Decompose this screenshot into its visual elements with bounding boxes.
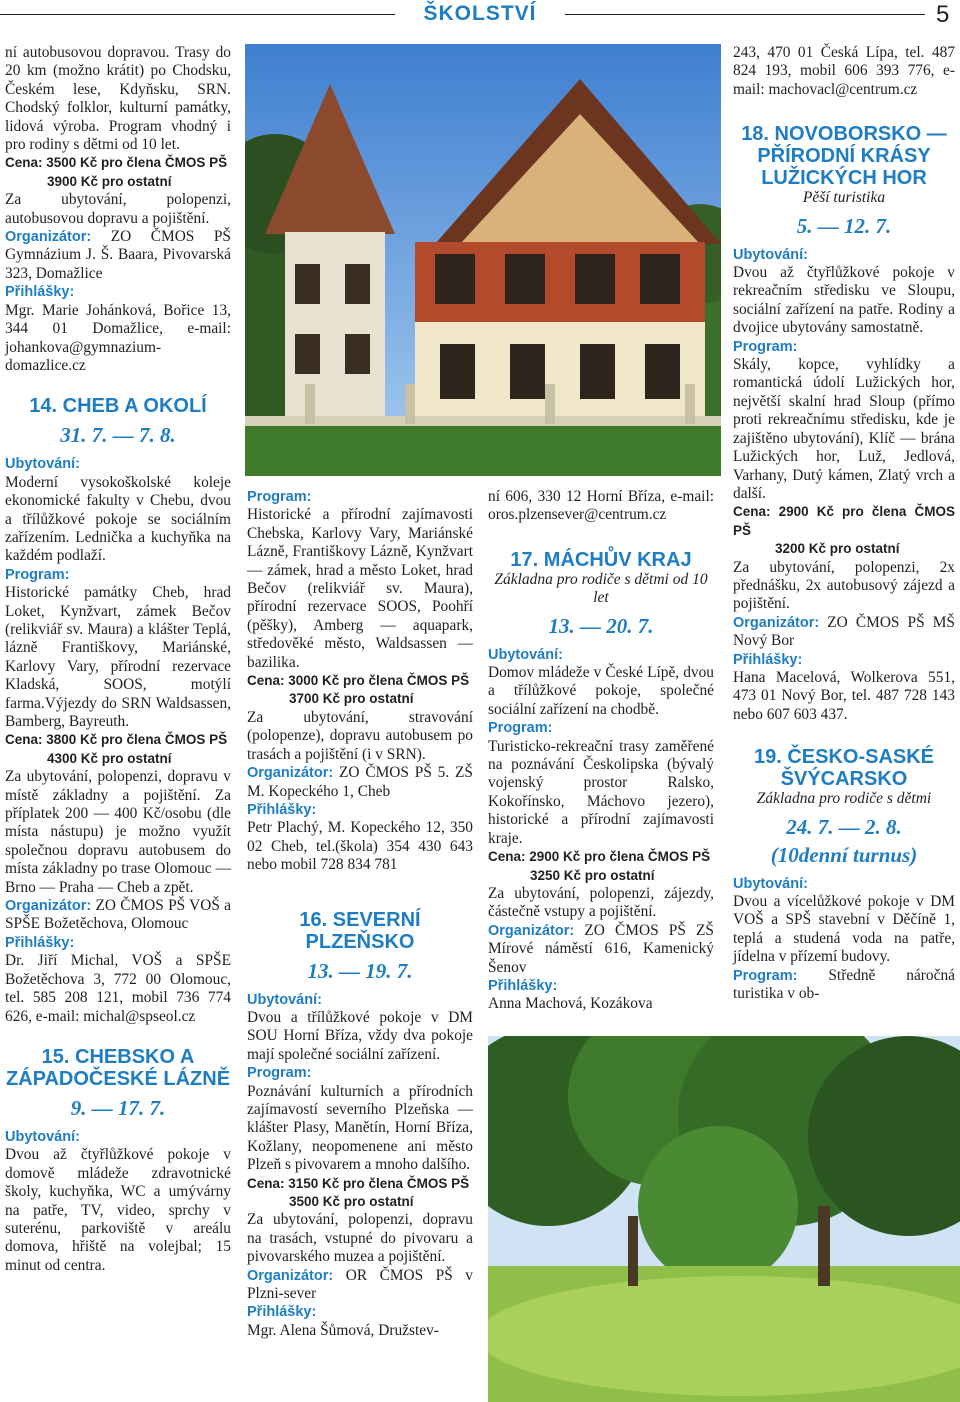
section-18-program: Skály, kopce, vyhlídky a romantická údolí Lužických hor, největší skalní hrad Sloup (přímo proti rekreačnímu středisku, kde je zajištěno ubytování), Klíč — brána Lužických hor, Luž, Jedlová, Varhany, Dutý kámen, Zlatý vrch a další. [733, 356, 955, 502]
section-15-organizator: ZO ČMOS PŠ 5. ZŠ M. Kopeckého 1, Cheb [247, 764, 473, 800]
section-18-prihlasky: Hana Macelová, Wolkerova 551, 473 01 Nový Bor, tel. 487 728 143 nebo 607 603 437. [733, 668, 955, 723]
section-17-prihlasky: Anna Machová, Kozákova [488, 995, 653, 1013]
section-16-price-other: 3500 Kč pro ostatní [289, 1194, 414, 1209]
program-label: Program: [247, 1065, 312, 1082]
section-19-date: 24. 7. — 2. 8. [786, 814, 902, 839]
program-label: Program: [5, 566, 70, 583]
section-14-organizator: ZO ČMOS PŠ VOŠ a SPŠE Božetěchova, Olomouc [5, 897, 231, 933]
section-17-program: Turisticko-rekreační trasy zaměřené na poznávání Českolipska (bývalý vojenský prostor Ralsko, Kokořínsko, Máchovo jezero), historické a přírodní zajímavosti kraje. [488, 737, 714, 847]
organizator-label: Organizátor: [247, 765, 334, 782]
prihlasky-label: Přihlášky: [5, 284, 75, 301]
organizator-label: Organizátor: [247, 1267, 334, 1284]
header-rule-left [0, 14, 395, 15]
section-title: ŠKOLSTVÍ [423, 2, 537, 25]
park-photo [488, 1036, 960, 1402]
organizator-label: Organizátor: [488, 922, 575, 939]
section-17-price-other: 3250 Kč pro ostatní [530, 867, 655, 883]
section-16-title: 16. SEVERNÍ PLZEŇSKO [299, 908, 421, 953]
page-number: 5 [936, 1, 950, 28]
section-15-title: 15. CHEBSKO A ZÁPADOČESKÉ LÁZNĚ [5, 1045, 231, 1090]
price-member: Cena: 3500 Kč pro člena ČMOS PŠ [5, 155, 228, 171]
prihlasky-label: Přihlášky: [247, 801, 317, 818]
section-15-price-member: Cena: 3000 Kč pro člena ČMOS PŠ [247, 673, 470, 689]
column-3 [488, 488, 714, 1014]
section-16-ubytovani: Dvou a třílůžkové pokoje v DM SOU Horní Bříza, vždy dva pokoje mají společné sociální zařízení. [247, 1008, 473, 1063]
section-17-ubytovani: Domov mládeže v České Lípě, dvou a třílůžkové pokoje, společné sociální zařízení na chodbě. [488, 664, 714, 718]
section-18-ubytovani: Dvou až čtyřlůžkové pokoje v rekreačním středisku ve Sloupu, sociální zařízení na patře. Rodiny a dvojice ubytovány samostatně. [733, 264, 955, 337]
organizator-label: Organizátor: [733, 614, 820, 631]
header-rule-right [565, 14, 925, 15]
section-14-ubytovani: Moderní vysokoškolské koleje ekonomické fakulty v Chebu, dvou a třílůžkové pokoje se sociálním zařízením. Lednička a kuchyňka na každém podlaží. [5, 473, 231, 565]
section-16-prihlasky: Mgr. Alena Šůmová, Družstev- [247, 1321, 439, 1339]
section-14-program: Historické památky Cheb, hrad Loket, Kynžvart, zámek Bečov (relikviář sv. Maura) a klášter Teplá, lázně Františkovy, Mariánské, Karlovy Vary, přírodní rezervace Kladská, SOOS, motýlí farma.Výjezdy do SRN Waldsassen, Bamberg, Bayreuth. [5, 584, 231, 730]
section-15-prihlasky: Petr Plachý, M. Kopeckého 12, 350 02 Cheb, tel.(škola) 354 430 643 nebo mobil 728 834 781 [247, 819, 473, 874]
section-16-organizator: OR ČMOS PŠ v Plzni-sever [247, 1266, 473, 1303]
section-19-program: Středně náročná turistika v ob- [733, 966, 955, 1003]
program-label: Program: [247, 489, 312, 505]
section-18-price-note: Za ubytování, polopenzi, 2x přednášku, 2x autobusový zájezd a pojištění. [733, 558, 955, 613]
prihlasky-label: Přihlášky: [733, 651, 803, 668]
program-label: Program: [733, 967, 798, 984]
prihlasky-label: Přihlášky: [488, 977, 558, 994]
price-other: 3900 Kč pro ostatní [47, 173, 172, 189]
organizator-label: Organizátor: [5, 898, 92, 915]
organizator-text: ZO ČMOS PŠ Gymnázium J. Š. Baara, Pivovarská 323, Domažlice [5, 228, 231, 282]
section-17-subtitle: Základna pro rodiče s dětmi od 10 let [494, 570, 708, 607]
ubytovani-label: Ubytování: [5, 456, 80, 473]
section-14-title: 14. CHEB A OKOLÍ [29, 395, 207, 418]
price-note: Za ubytování, polopenzi, autobusovou dopravu a pojištění. [5, 191, 231, 227]
section-18-organizator: ZO ČMOS PŠ MŠ Nový Bor [733, 613, 955, 650]
section-14-price-other: 4300 Kč pro ostatní [47, 750, 172, 766]
section-18-subtitle: Pěší turistika [802, 189, 886, 207]
ubytovani-label: Ubytování: [733, 875, 808, 892]
section-14-prihlasky: Dr. Jiří Michal, VOŠ a SPŠE Božetěchova 3, 772 00 Olomouc, tel. 585 208 121, mobil 736 774 626, e-mail: michal@spseol.cz [5, 952, 231, 1025]
section-16-program: Poznávání kulturních a přírodních zajímavostí severního Plzeňska — klášter Plasy, Manětín, Horní Bříza, Kožlany, neopomenene ani město Plzeň s pivovarem a mnoho dalšího. [247, 1082, 473, 1174]
section-17-price-note: Za ubytování, polopenzi, zájezdy, částečně vstupy a pojištění. [488, 884, 714, 921]
program-label: Program: [733, 338, 798, 355]
section-16-date: 13. — 19. 7. [307, 958, 413, 983]
section-16-contact-cont: ní 606, 330 12 Horní Bříza, e-mail: oros.plzensever@centrum.cz [488, 488, 714, 524]
section-19-subtitle: Základna pro rodiče s dětmi [756, 790, 932, 808]
intro-text: ní autobusovou dopravou. Trasy do 20 km (možno krátit) po Chodsku, Českém lese, Kdyňsku, SRN. Chodský folklor, kulturní památky, lidová výroba. Program vhodný i pro rodiny s dětmi od 10 let. [5, 44, 231, 154]
section-16-price-member: Cena: 3150 Kč pro člena ČMOS PŠ [247, 1175, 470, 1191]
column-4 [733, 44, 955, 1003]
section-17-title: 17. MÁCHŮV KRAJ [510, 548, 692, 571]
section-14-date: 31. 7. — 7. 8. [60, 423, 176, 448]
section-18-title: 18. NOVOBORSKO — PŘÍRODNÍ KRÁSY LUŽICKÝCH HOR [741, 123, 947, 190]
section-15-ubytovani: Dvou až čtyřlůžkové pokoje v domově mládeže zdravotnické školy, kuchyňka, WC a umývárny na patře, TV, video, sprchy v suterénu, parkoviště v areálu domova, hřiště na volejbal; 15 minut od centra. [5, 1146, 231, 1274]
ubytovani-label: Ubytování: [247, 991, 322, 1008]
page-header [0, 0, 960, 30]
prihlasky-text: Mgr. Marie Johánková, Bořice 13, 344 01 Domažlice, e-mail: johankova@gymnazium-domazlice.cz [5, 301, 231, 374]
section-19-ubytovani: Dvou a vícelůžkové pokoje v DM VOŠ a SPŠ stavební v Děčíně 1, teplá a studená voda na patře, jídelna v přízemí budovy. [733, 893, 955, 966]
section-14-price-member: Cena: 3800 Kč pro člena ČMOS PŠ [5, 732, 228, 748]
section-15-date: 9. — 17. 7. [70, 1095, 166, 1120]
section-18-price-other: 3200 Kč pro ostatní [775, 541, 900, 557]
prihlasky-label: Přihlášky: [5, 934, 75, 951]
villa-photo [245, 44, 721, 476]
section-16-price-note: Za ubytování, polopenzi, dopravu na trasách, vstupné do pivovaru a pivovarského muzea a pojištění. [247, 1211, 473, 1266]
section-17-price-member: Cena: 2900 Kč pro člena ČMOS PŠ [488, 849, 711, 865]
section-18-price-member: Cena: 2900 Kč pro člena ČMOS PŠ [733, 504, 955, 538]
column-1 [5, 44, 231, 1275]
section-17-date: 13. — 20. 7. [548, 613, 654, 638]
section-17-contact-cont: 243, 470 01 Česká Lípa, tel. 487 824 193, mobil 606 393 776, e-mail: machovacl@centrum.cz [733, 44, 955, 98]
section-18-date: 5. — 12. 7. [796, 213, 892, 238]
section-19-date-note: (10denní turnus) [770, 842, 918, 867]
section-15-price-note: Za ubytování, stravování (polopenze), dopravu autobusem po trasách a pojištění (i v SRN). [247, 708, 473, 763]
section-19-title: 19. ČESKO-SASKÉ ŠVÝCARSKO [753, 746, 935, 791]
organizator-label: Organizátor: [5, 229, 92, 246]
program-label: Program: [488, 720, 553, 737]
section-15-program: Historické a přírodní zajímavosti Chebska, Karlovy Vary, Mariánské Lázně, Františkovy Lázně, Kynžvart — zámek, hrad a město Loket, hrad Bečov (relikviář sv. Maura), přírodní rezervace SOOS, Poohří (pěšky), Amberg — aquapark, středověké město, Waldsassen — bazilika. [247, 506, 473, 671]
ubytovani-label: Ubytování: [733, 246, 808, 263]
section-17-organizator: ZO ČMOS PŠ ZŠ Mírové náměstí 616, Kamenický Šenov [488, 921, 714, 976]
column-2 [247, 488, 473, 1340]
section-14-price-note: Za ubytování, polopenzi, dopravu v místě základny a pojištění. Za příplatek 200 — 400 Kč/osobu (dle místa nástupu) je možno využít společnou dopravu autobusem do místa základny po trase Olomouc — Brno — Praha — Cheb a zpět. [5, 768, 231, 896]
ubytovani-label: Ubytování: [488, 646, 563, 663]
prihlasky-label: Přihlášky: [247, 1304, 317, 1321]
ubytovani-label: Ubytování: [5, 1128, 80, 1145]
section-15-price-other: 3700 Kč pro ostatní [289, 691, 414, 707]
